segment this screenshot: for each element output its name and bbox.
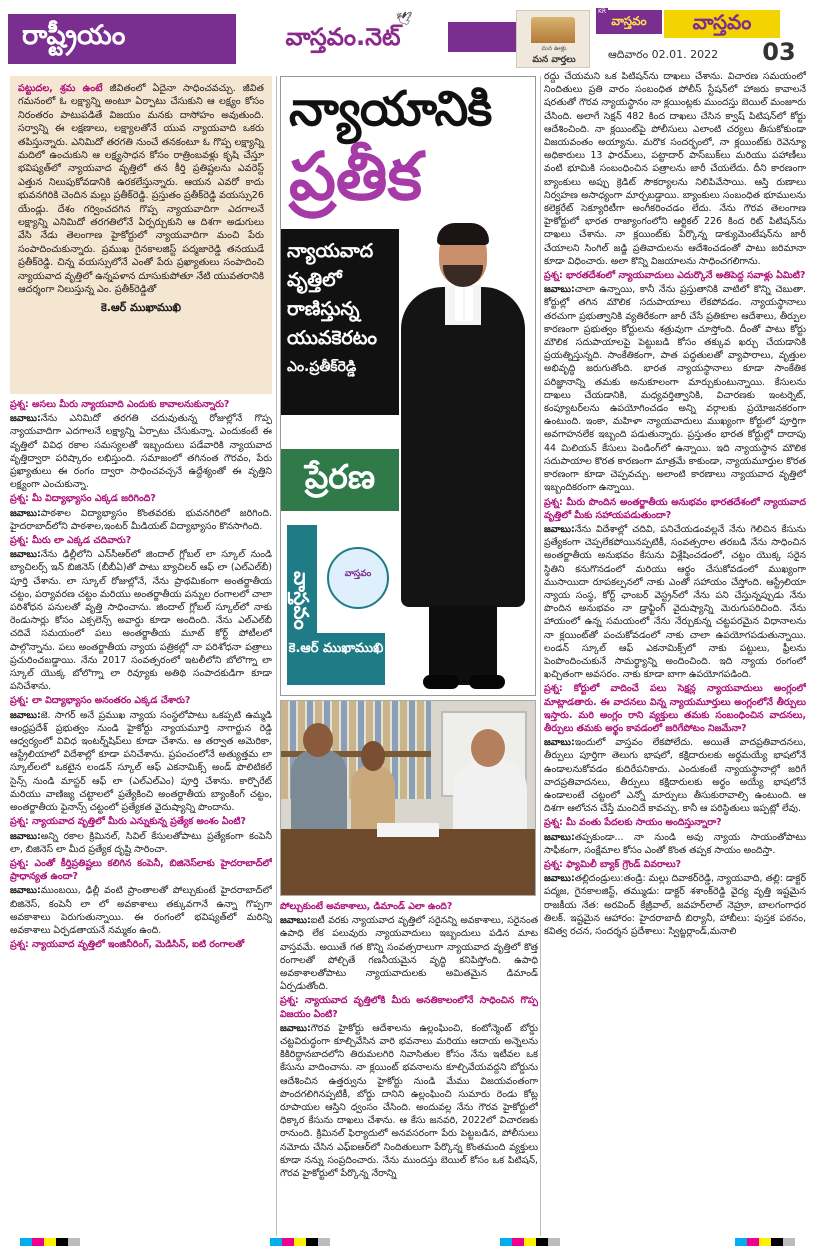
color-registration-bar <box>20 1238 80 1246</box>
round-logo-icon <box>327 547 389 609</box>
intro-byline: కె.ఆర్ ముఖాముఖి <box>100 300 182 314</box>
answer-label: జవాబు: <box>10 413 41 425</box>
answer-label: జవాబు: <box>10 549 41 561</box>
answer-text: రద్దు చేయమని ఒక పిటిషన్‌ను దాఖలు చేశాను. విచారణ సమయంలో నిందితులు ప్రతి వారం సంబంధిత పోలీస్ స్టేషన్‌లో హాజరు కావాలనే షరతుతో గౌరవ న్యాయస్థానం నా క్లయింట్లకు ముందస్తు బెయిల్ మంజూరు చేసింది. అలాగే సెక్షన్ 482 కింద దాఖలు చేసిన క్వాష్ పిటిషన్‌లో కోర్టు ఆదేశించింది. నా క్లయింట్‌పై పోలీసులు ఎలాంటి చర్యలు తీసుకోకుండా విజయవంతం అయ్యాను. మరొక సందర్భంలో, నా క్లయింట్‌కు రెవెన్యూ అధికారులు 13 ఫారమ్‌లు, పట్టాదార్ పాస్‌బుక్‌లు మరియు పహాణీలు వంటి భూమికి సంబంధించిన పత్రాలను జారీ చేయలేదు. దీని కారణంగా బ్యాంకులు అప్పు క్రెడిట్ సౌకర్యాలను నిలిపివేసాయి. ఆస్తి రుణాలు నిర్వహణ అసాధ్యంగా మార్చబడ్డాయి. బ్యాంకులు సంబంధిత భూములను కలెక్టరేట్ సెక్యూరిటీగా అంగీకరించడం లేదు. నేను గౌరవ తెలంగాణ హైకోర్టులో భారత రాజ్యాంగంలోని ఆర్టికల్ 226 కింద రిట్ పిటిషన్‌ను దాఖలు చేశాను. నా క్లయింట్‌కు పేర్కొన్న డాక్యుమెంటేషన్‌ను జారీ చేయాలని సింగిల్ జడ్జి ప్రతివాదులను ఆదేశించడంతో పాటు జరిమానా కూడా విధించారు. అలా కొన్ని విజయాలను సాధించగలిగాను. <box>544 71 806 267</box>
person-left-head <box>303 723 333 757</box>
answer <box>10 830 272 856</box>
column-divider <box>540 76 541 1236</box>
feature-tag: ప్రేరణ <box>281 449 399 511</box>
answer <box>10 548 272 693</box>
color-registration-bar <box>735 1238 795 1246</box>
beard <box>443 265 483 287</box>
headline-line1: న్యాయానికి <box>289 81 492 137</box>
answer-text: తప్పకుండా... నా నుండి అవు న్యాయ సాయంతోపాటు సాఫీకంగా, సంక్షేమాల కోసం ఎంతో కొంత తప్పక సాయం అందిస్తా. <box>544 831 806 856</box>
answer <box>10 884 272 937</box>
answer-label: జవాబు: <box>10 885 41 897</box>
right-qa-column <box>544 70 806 1240</box>
answer <box>280 914 538 993</box>
answer <box>544 70 806 268</box>
hair <box>437 223 489 245</box>
logo-small: వాస్తవం <box>596 10 662 34</box>
answer-label: జవాబు: <box>544 873 575 885</box>
intro-text <box>18 82 264 297</box>
newspaper-logo: వాస్తవం <box>664 10 780 38</box>
subheadline-line: న్యాయవాద <box>287 240 374 262</box>
site-title: వాస్తవం.నెట్ <box>285 23 401 51</box>
papers <box>377 823 439 837</box>
question: ప్రశ్న: మీ విద్యాభ్యాసం ఎక్కడ జరిగింది? <box>10 493 156 505</box>
center-qa-column <box>280 900 538 1240</box>
answer-text: ముంబయి, ఢిల్లీ వంటి ప్రాంతాలతో పోల్చుకుంటే హైదరాబాద్‌లో బిజినెస్, కంపెనీ లా లో అవకాశాలు తక్కువగానే ఉన్నా గొప్పగా అవకాశాలు పెరుగుతున్నాయి. ఈ రంగంలో భవిష్యత్‌లో మరిన్ని అవకాశాలు ఏర్పడతాయనే నమ్మకం ఉంది. <box>10 885 272 936</box>
answer <box>10 412 272 491</box>
lawyer-band <box>465 287 473 321</box>
person-right-head <box>471 729 505 767</box>
answer-label: జవాబు: <box>544 737 575 749</box>
question: ప్రశ్న: న్యాయవాద వృత్తిలోకి మీరు అనతికాలంలోనే సాధించిన గొప్ప విజయం ఏంటి? <box>280 995 538 1020</box>
office-photo <box>280 700 536 896</box>
answer-text: ఐటీ వరకు న్యాయవాద వృత్తిలో సరైనన్ని అవకాశాలు, సరైనంత ఉపాధి లేక పలువురు న్యాయవాదులు ఇబ్బందులు పడిన మాట వాస్తవమే. అయితే గత కొన్ని సంవత్సరాలుగా న్యాయవాద వృత్తిలో కొత్త రంగాలతో పోల్చితే గణనీయమైన వృద్ధి కనిపిస్తోంది. ఉపాధి అవకాశాలతోపాటు న్యాయవాదులకు అమితమైన డిమాండ్ ఏర్పడుతోంది. <box>280 915 538 993</box>
temple-icon <box>531 17 575 43</box>
answer <box>10 507 272 533</box>
section-title: రాష్ట్రీయం <box>8 14 236 64</box>
answer-label: జవాబు: <box>544 284 575 296</box>
round-logo-text: వాస్తవం <box>344 569 372 579</box>
bird-icon: 🕊 <box>396 12 413 27</box>
answer <box>544 736 806 815</box>
temple-caption-small: మన ఊళ్లు <box>541 45 567 52</box>
answer-text: నేను ఢిల్లీలోని ఎన్‌సీఆర్‌లో జిందాల్ గ్లోబల్ లా స్కూల్ నుండి బ్యాచిలర్స్ ఇన్ బిజినెస్ (బీబీఏ)తో పాటు బ్యాచిలర్ ఆఫ్ లా (ఎల్‌ఎల్‌బీ) పూర్తి చేశాను. లా స్కూల్ రోజుల్లోనే, నేను ప్రాథమికంగా అంతర్జాతీయ చట్టం, పర్యావరణ చట్టం మరియు అంతర్జాతీయ పన్నుల రంగాలలో చాలా పరిశోధన పనులతో వృత్తి సాధించాను. జిందాల్ గ్లోబల్ స్కూల్‌లో నాకు రెండుసార్లు కోసం ఎక్సలెన్స్ అవార్డు కూడా అందింది. నేను ఎల్‌ఎల్‌బీ చదివే సమయంలో పలు అంతర్జాతీయ మూట్ కోర్ట్ పోటీలలో పాల్గొన్నాను. పలు అంతర్జాతీయ న్యాయ పత్రికల్లో నా పరిశోధనా పత్రాలు ప్రచురించబడ్డాయి. నేను 2017 సంవత్సరంలో ఇటలీలోని బోలొగ్నా లా స్కూల్ యొక్క బోలొగ్నా లా రివ్యూకు అతిథి సంపాదకుడిగా కూడా పనిచేశాను. <box>10 549 272 693</box>
subheadline-box <box>281 229 399 415</box>
question: ప్రశ్న: ఫ్యామిలీ బ్యాక్ గ్రౌండ్ వివరాలు? <box>544 858 682 870</box>
temple-logo <box>516 10 590 68</box>
answer <box>544 831 806 857</box>
intro-body: జీవితంలో ఏదైనా సాధించవచ్చు. జీవిత గమనంలో ఓ లక్ష్యాన్ని అంటూ ఏర్పాటు చేసుకుని ఆ లక్ష్యం కోసం నిరంతరం పాటుపడితే విజయం మనకు దాసోహం అవుతుంది. సర్వాన్ని ఈ లక్షణాలు, లక్ష్యాలతోనే యువ న్యాయవాది ఒకరు తపిస్తున్నారు. ఎనిమిదో తరగతి నుంచే తనకంటూ ఓ గొప్ప లక్ష్యాన్ని మదిలో ఉంచుకుని ఆ లక్ష్యసాధన కోసం రాత్రింబవళ్లు కృషి చేస్తూ భవిష్యత్‌లో న్యాయవాద వృత్తిలో తన కీర్తి ప్రతిష్టలను ఎవరెస్ట్ ఎత్తున నిలుపుకోవడానికి ఉరకలేస్తున్నారు. ఆయన ఎవరో కాదు భువనగిరికి చెందిన మల్లు ప్రతీక్‌రెడ్డి. ప్రస్తుతం ప్రతీక్‌రెడ్డి వయస్సు26 యేండ్లు. దేశం గర్వించదగిన గొప్ప న్యాయవాదిగా ఎదగాలనే లక్ష్యాన్ని ఎనిమిదో తరగతిలోనే ఏర్పర్చుకుని ఆ దిశగా అడుగులు వేసి నేడు తెలంగాణ హైకోర్టులో న్యాయవాదిగా మంచి పేరు సంపాదించుకున్నారు. ప్రముఖ గైనకాలజిస్ట్ పద్మజారెడ్డి తనయుడే ప్రతీక్‌రెడ్డి. చిన్న వయస్సులోనే ఎంతో పేరు ప్రఖ్యాతులు సంపాదించి న్యాయవాద వృత్తిలో ఉన్నపళాన దూసుకుపోతూ నేటి యువతరానికి ఆదర్శంగా నిలుస్తున్న ఎం. ప్రతీక్‌రెడ్డితో <box>18 83 264 296</box>
answer-label: జవాబు: <box>280 1022 311 1034</box>
subheadline-line: రాణిస్తున్న <box>287 298 360 320</box>
temple-caption: మన వార్తలు <box>532 55 576 65</box>
portrait-panel <box>280 76 536 696</box>
answer <box>544 872 806 938</box>
subheadline-line: యువకెరటం <box>287 327 378 349</box>
answer <box>544 523 806 681</box>
answer-label: జవాబు: <box>10 507 41 519</box>
answer-text: గౌరవ హైకోర్టు ఆదేశాలను ఉల్లంఘించి, కంటోన్మెంట్ బోర్డు చట్టవిరుద్ధంగా కూల్చివేసిన వారి భవనాలు మరియు ఆదాయ అన్నెలను కికిరిద్దానబాదలోని తిరుమలగిరి నివాసితుల కోసం నేను ఇటీవల ఒక కేసును వాదించాను. నా క్లయింట్ భవనాలను కూల్చివేయవద్దని బోర్డును ఆదేశించిన ఉత్తర్వును హైకోర్టు నుండి మేము విజయవంతంగా పొందగలిగినప్పటికీ, బోర్డు దానిని ఉల్లంఘించి సుమారు రెండు కోట్ల రూపాయల ఆస్తిని ధ్వంసం చేసింది. అందువల్ల నేను గౌరవ హైకోర్టులో ధిక్కార కేసును దాఖలు చేశాను. ఆ కేసు జనవరి, 2022లో విచారణకు రానుంది. క్రిమినల్ ఫిర్యాదులో అనవసరంగా పేరు పెట్టబడిన, పోలీసులు నమోదు చేసిన ఎఫ్‌ఐఆర్‌లో నిందితులుగా పేర్కొన్న కొంతమంది వ్యక్తులు కూడా నన్ను సంప్రదించారు. నేను ముందస్తు బెయిల్ కోసం ఒక పిటిషన్, గౌరవ హైకోర్టులో పేర్కొన్న నేరాన్ని <box>280 1022 538 1180</box>
answer <box>280 1022 538 1180</box>
color-registration-bar <box>270 1238 330 1246</box>
intro-box <box>10 76 272 394</box>
answer-label: జవాబు: <box>280 915 311 927</box>
color-registration-bar <box>500 1238 560 1246</box>
legs <box>429 605 497 685</box>
brand-vertical: వాస్తవం <box>287 525 317 675</box>
page-number: 03 <box>762 38 796 66</box>
question: ప్రశ్న: భారతదేశంలో న్యాయవాదులు ఎదుర్కొనే అతిపెద్ద సవాళ్లు ఏమిటి? <box>544 270 806 282</box>
lawyer-portrait <box>393 227 533 691</box>
answer-text: జె. సాగర్ అనే ప్రముఖ న్యాయ సంస్థలోపాటు ఒకప్పటి ఉమ్మడి ఆంధ్రప్రదేశ్ ప్రభుత్వం నుండి హైకోర్టు న్యాయమూర్తి నాగార్జున రెడ్డి ఆధ్వర్యంలో వివిధ ఇంటర్న్‌షిప్‌లు కూడా చేశాను. ఆ తర్వాత అమెరికా, ఆస్ట్రేలియాలో విదేశాల్లో కూడా పనిచేశాను. ప్రపంచంలోనే అత్యుత్తమ లా స్కూల్‌లలో ఒకటైన లండన్ స్కూల్ ఆఫ్ ఎకనామిక్స్ అండ్ పొలిటికల్ సైన్స్ నుండి మాస్టర్ ఆఫ్ లా (ఎల్‌ఎల్‌ఎం) పూర్తి చేశాను. కార్పొరేట్ మరియు వాణిజ్య చట్టాలలో ప్రత్యేకించి అంతర్జాతీయ బ్యాంకింగ్ చట్టం, అంతర్జాతీయ ఫైనాన్స్ చట్టంలో ప్రత్యేకత వైదుష్యాన్ని పొందాను. <box>10 709 272 814</box>
subheadline-line: వృత్తిలో <box>287 269 342 291</box>
left-qa-column <box>10 398 272 1238</box>
question: ప్రశ్న: అసలు మీరు న్యాయవాది ఎందుకు కావాలనుకున్నారు? <box>10 399 230 410</box>
person-left <box>291 749 347 841</box>
question: ప్రశ్న: న్యాయవాద వృత్తిలో మీరు ఎన్నుకున్న ప్రత్యేక అంశం ఏంటి? <box>10 816 246 828</box>
masthead-band <box>448 22 516 52</box>
answer-text: అన్ని రకాల క్రిమినల్, సివిల్ కేసులతోపాటు ప్రత్యేకంగా కంపెనీ లా, బిజినెస్ లా మీద ప్రత్యేక దృష్టి సారించా. <box>10 830 272 855</box>
masthead <box>8 8 808 70</box>
issue-date: ఆదివారం 02.01. 2022 <box>608 48 719 61</box>
question: పోల్చుకుంటే అవకాశాలు, డిమాండ్ ఎలా ఉంది? <box>280 901 453 912</box>
column-divider <box>276 76 277 1236</box>
logo-small-tag: KR <box>598 8 607 15</box>
headline-line2: ప్రతీక <box>289 138 422 215</box>
coat <box>401 287 525 607</box>
question: ప్రశ్న: మీరు పొందిన అంతర్జాతీయ అనుభవం భారతదేశంలో న్యాయవాద వృత్తిలో మీకు సహాయపడుతుందా? <box>544 496 806 521</box>
answer-text: ఇందులో వాస్తవం లేకపోలేదు. అయితే వాదప్రతివాదనలు, తీర్పులు పూర్తిగా తెలుగు భాషలో, కక్షిదారులకు అర్థమయ్యే భాషలోనే ఉండాలనుకోవడం కుదిరేపనికాదు. ఎందుకంటే న్యాయస్థానాల్లో జరిగే వాదప్రతివాదనలు, తీర్పులు కక్షిదారులకు అర్థం అయ్యే భాషలోనే ఉండాలంటే చట్టంలో ఎన్నో మార్పులు తీసుకురావాల్సి ఉంటుంది. ఆ దిశగా ఆలోచన చేస్తే మంచిదే కావచ్చు. కానీ ఆ పరిస్థితులు ఇప్పట్లో లేవు. <box>544 737 806 815</box>
answer-label: జవాబు: <box>10 709 41 721</box>
answer-text: నేను ఎనిమిదో తరగతి చదువుతున్న రోజుల్లోనే గొప్ప న్యాయవాదిగా ఎదగాలనే లక్ష్యాన్ని ఏర్పాటు చేసుకున్నా. ఎందుకంటే ఈ వృత్తిలో వివిధ రకాల సమస్యలతో ఇబ్బందులు పడేవారికి న్యాయవాద వృత్తిద్వారా పరిష్కారం లభిస్తుంది. సమాజంలో తగినంత గౌరవం, పేరు ప్రఖ్యాతులు ఈ రంగం ద్వారా సాధించవచ్చనే ఉద్దేశ్యంతో ఈ వృత్తిని లక్ష్యంగా ఎంచుకున్నా. <box>10 413 272 491</box>
answer <box>10 709 272 815</box>
answer-text: తల్లిదండ్రులు:తండ్రి: మల్లు దివాకర్‌రెడ్డి, న్యాయవాది, తల్లి: డాక్టర్ పద్మజ, గైనకాలజిస్ట్, తమ్ముడు: డాక్టర్ శశాంక్‌రెడ్డి వైద్య వృత్తి ఇష్టమైన రాజకీయ నేత: అరవింద్ కేజ్రీవాల్, జవహర్‌లాల్ నెహ్రూ, బాలగంగాధర తిలక్. ఇష్టమైన ఆహారం: హైదరాబాదీ బిర్యానీ, హాబీలు: పుస్తక పఠనం, కవిత్వ రచన, సందర్శన ప్రదేశాలు: స్విట్జర్లాండ్,మనాలి <box>544 873 806 937</box>
lawyer-band <box>455 287 463 321</box>
answer-text: చాలా ఉన్నాయి, కానీ నేను ప్రస్తుతానికి వాటిలో కొన్ని చెబుతా. కోర్టుల్లో తగిన మౌలిక సదుపాయాలు లేకపోవడం. న్యాయస్థానాలు తరచుగా ప్రభుత్వానికి వ్యతిరేకంగా జారీ చేసే ప్రతికూల ఆదేశాలు, తీర్పుల కారణంగా ప్రభుత్వం కోర్టులను శత్రువుగా చూస్తోంది. దీంతో పాటు కోర్టు మౌలిక సదుపాయాలపై పెట్టుబడి కోసం తక్కువ ఖర్చు చేయడానికి ప్రయత్నిస్తున్నది. సాంకేతికంగా, పాత పద్ధతులతో వ్యాపారాలు, వృత్తుల అభివృద్ధి జరుగుతోంది. భారత న్యాయస్థానాలు కూడా సాంకేతిక పరిజ్ఞానాన్ని తమకు అనుకూలంగా మార్చుకుంటున్నాయి. కేసులను దాఖలు చేయడానికి, మధ్యవర్తిత్వానికి, విచారణకు ఇంటర్నెట్, కంప్యూటర్‌లను ఉపయోగించడం అన్ని వర్గాలకు ప్రయోజనకరంగా ఉంటుంది. ఇంకా, మహిళా న్యాయవాదులు ముఖ్యంగా కోర్టులో పూర్తిగా అవగాహనలేక ఇబ్బంది పడుతున్నారు. ప్రస్తుతం భారత కోర్టుల్లో దాదాపు 44 మిలియన్ కేసులు పెండింగ్‌లో ఉన్నాయి. ఇది న్యాయస్థాన మౌలిక సదుపాయాల కొరత కారణంగా మాత్రమే కాకుండా, న్యాయమూర్తుల కొరత కారణంగా కూడా చెప్పవచ్చు. అలాంటి కారణాలు న్యాయవాద వృత్తిలో ఇబ్బందికరంగా ఉన్నాయి. <box>544 284 806 494</box>
answer-label: జవాబు: <box>544 831 575 843</box>
intro-lead: పట్టుదల, శ్రమ ఉంటే <box>18 83 103 94</box>
person-middle-head <box>361 741 385 771</box>
answer-label: జవాబు: <box>10 830 41 842</box>
answer-text: నేను విదేశాల్లో చదివి, పనిచేయడంవల్లనే నేను గెలిచిన కేసును ప్రత్యేకంగా చెప్పలేకపోయినప్పటికీ, సంవత్సరాల తరబడి నేను సాధించిన అంతర్జాతీయ అనుభవం కేసును విశ్లేషించడంలో, చట్టం యొక్క సరైన స్థితిని కనుగొనడంలో మరియు ఆర్థం చేసుకోవడంలో ముఖ్యంగా ముసాయిదా రూపకల్పనలో నాకు ఎంతో సహాయం చేస్తోంది. ఆస్ట్రేలియా న్యాయ సంస్థ, కోర్ట్ ఛాంబర్ వెస్ట్రన్‌లో నేను పని చేస్తున్నప్పుడు నేను పొందిన అనుభవం నా డ్రాఫ్టింగ్ వైదుష్యాన్ని మెరుగుపరిచింది. నేను హాయంలో ఉన్న సమయంలో నేను నేర్చుకున్న చట్టపరమైన విధానాలను నా క్లయింట్‌తో పంచుకోవడంలో నాకు చాలా ఉపయోగపడుతున్నాయి. లండన్ స్కూల్ ఆఫ్ ఎకనామిక్స్‌లో నాకు పట్టులు, ఫ్రీలను పెంపొందించుకునే సామర్థ్యాన్ని అందించింది. ఇది న్యాయ రంగంలో ఖచ్చితంగా అవసరం. నాకు కూడా బాగా ఉపయోగపడింది. <box>544 523 806 681</box>
answer <box>544 283 806 494</box>
subheadline-line: ఎం.ప్రతీక్‌రెడ్డి <box>287 359 357 375</box>
question: ప్రశ్న: మీ వంతు పేదలకు సాయం అందిస్తున్నారా? <box>544 817 722 829</box>
answer-text: పాఠశాల విద్యాభ్యాసం కొంతవరకు భువనగిరిలో జరిగింది. హైదరాబాద్‌లోని పాఠశాల,ఇంటర్ మీడియట్ విద్యాభ్యాసం కొనసాగింది. <box>10 507 272 532</box>
collar <box>445 285 481 325</box>
desk <box>281 829 536 896</box>
question: ప్రశ్న: కోర్టులో వాదించే పలు సెక్షన్ల న్యాయవాదులు అంగ్లంలో మాట్లాడతారు. ఈ వాదనలు విన్న న్యాయమూర్తులు అంగ్లంలోనే తీర్పులు ఇస్తారు. మరి అంగ్లం రాని వ్యక్తులు తమకు సంబంధించిన వాదనలు, తీర్పులు తమకు అర్థం కావడంలో జరిగేపోటం నిజమేనా? <box>544 683 806 734</box>
question: ప్రశ్న: న్యాయవాద వృత్తిలో ఇంజినీరింగ్, మెడిసిన్, ఐటి రంగాలతో <box>10 939 245 951</box>
answer-label: జవాబు: <box>544 523 575 535</box>
shoe <box>469 675 505 689</box>
question: ప్రశ్న: లా విద్యాభ్యాసం అనంతరం ఎక్కడ చేశారు? <box>10 695 191 707</box>
author-box: కె.ఆర్ ముఖాముఖి <box>287 633 385 685</box>
shoe <box>423 675 459 689</box>
question: ప్రశ్న: ఎంతో కీర్తిప్రతిష్టలు కలిగిన కంపెనీ, బిజినెస్‌లాకు హైదరాబాద్‌లో ప్రాధాన్యత ఉందా? <box>10 857 272 883</box>
question: ప్రశ్న: మీరు లా ఎక్కడ చదివారు? <box>10 535 132 547</box>
